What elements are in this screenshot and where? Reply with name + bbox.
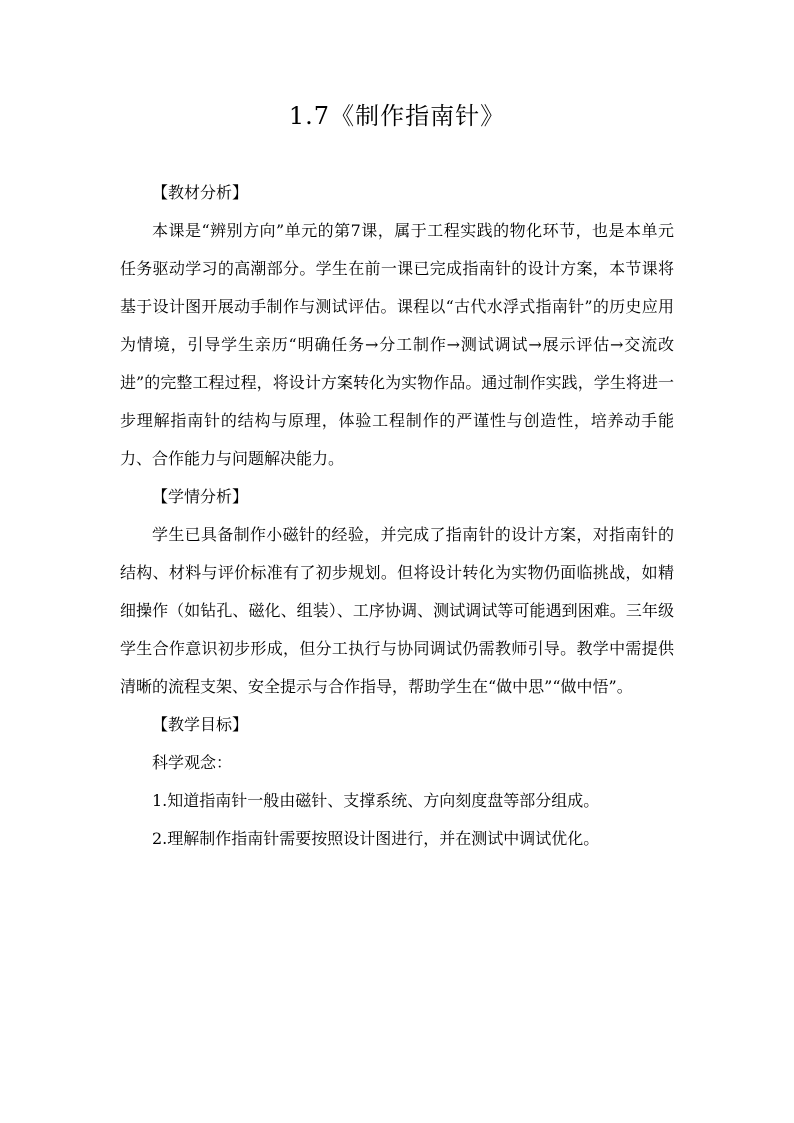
section-textbook-analysis bbox=[120, 174, 674, 478]
objective-item-2: 2.理解制作指南针需要按照设计图进行，并在测试中调试优化。 bbox=[152, 829, 600, 848]
section-heading-textbook-analysis: 【教材分析】 bbox=[152, 183, 249, 202]
section-body-textbook-analysis: 本课是“辨别方向”单元的第7课，属于工程实践的物化环节，也是本单元任务驱动学习的高潮部分。学生在前一课已完成指南针的设计方案，本节课将基于设计图开展动手制作与测试评估。课程以“古代水浮式指南针”的历史应用为情境，引导学生亲历“明确任务→分工制作→测试调试→展示评估→交流改进”的完整工程过程，将设计方案转化为实物作品。通过制作实践，学生将进一步理解指南针的结构与原理，体验工程制作的严谨性与创造性，培养动手能力、合作能力与问题解决能力。 bbox=[120, 221, 674, 468]
objective-item-1: 1.知道指南针一般由磁针、支撑系统、方向刻度盘等部分组成。 bbox=[152, 791, 600, 810]
section-teaching-objectives bbox=[120, 706, 674, 858]
section-heading-teaching-objectives: 【教学目标】 bbox=[152, 715, 249, 734]
section-heading-learner-analysis: 【学情分析】 bbox=[152, 487, 249, 506]
document-title: 1.7《制作指南针》 bbox=[288, 102, 506, 130]
section-learner-analysis bbox=[120, 478, 674, 706]
section-body-learner-analysis: 学生已具备制作小磁针的经验，并完成了指南针的设计方案，对指南针的结构、材料与评价标准有了初步规划。但将设计转化为实物仍面临挑战，如精细操作（如钻孔、磁化、组装）、工序协调、测试调试等可能遇到困难。三年级学生合作意识初步形成，但分工执行与协同调试仍需教师引导。教学中需提供清晰的流程支架、安全提示与合作指导，帮助学生在“做中思”“做中悟”。 bbox=[120, 525, 674, 696]
subheading-science-concepts: 科学观念： bbox=[152, 753, 233, 772]
